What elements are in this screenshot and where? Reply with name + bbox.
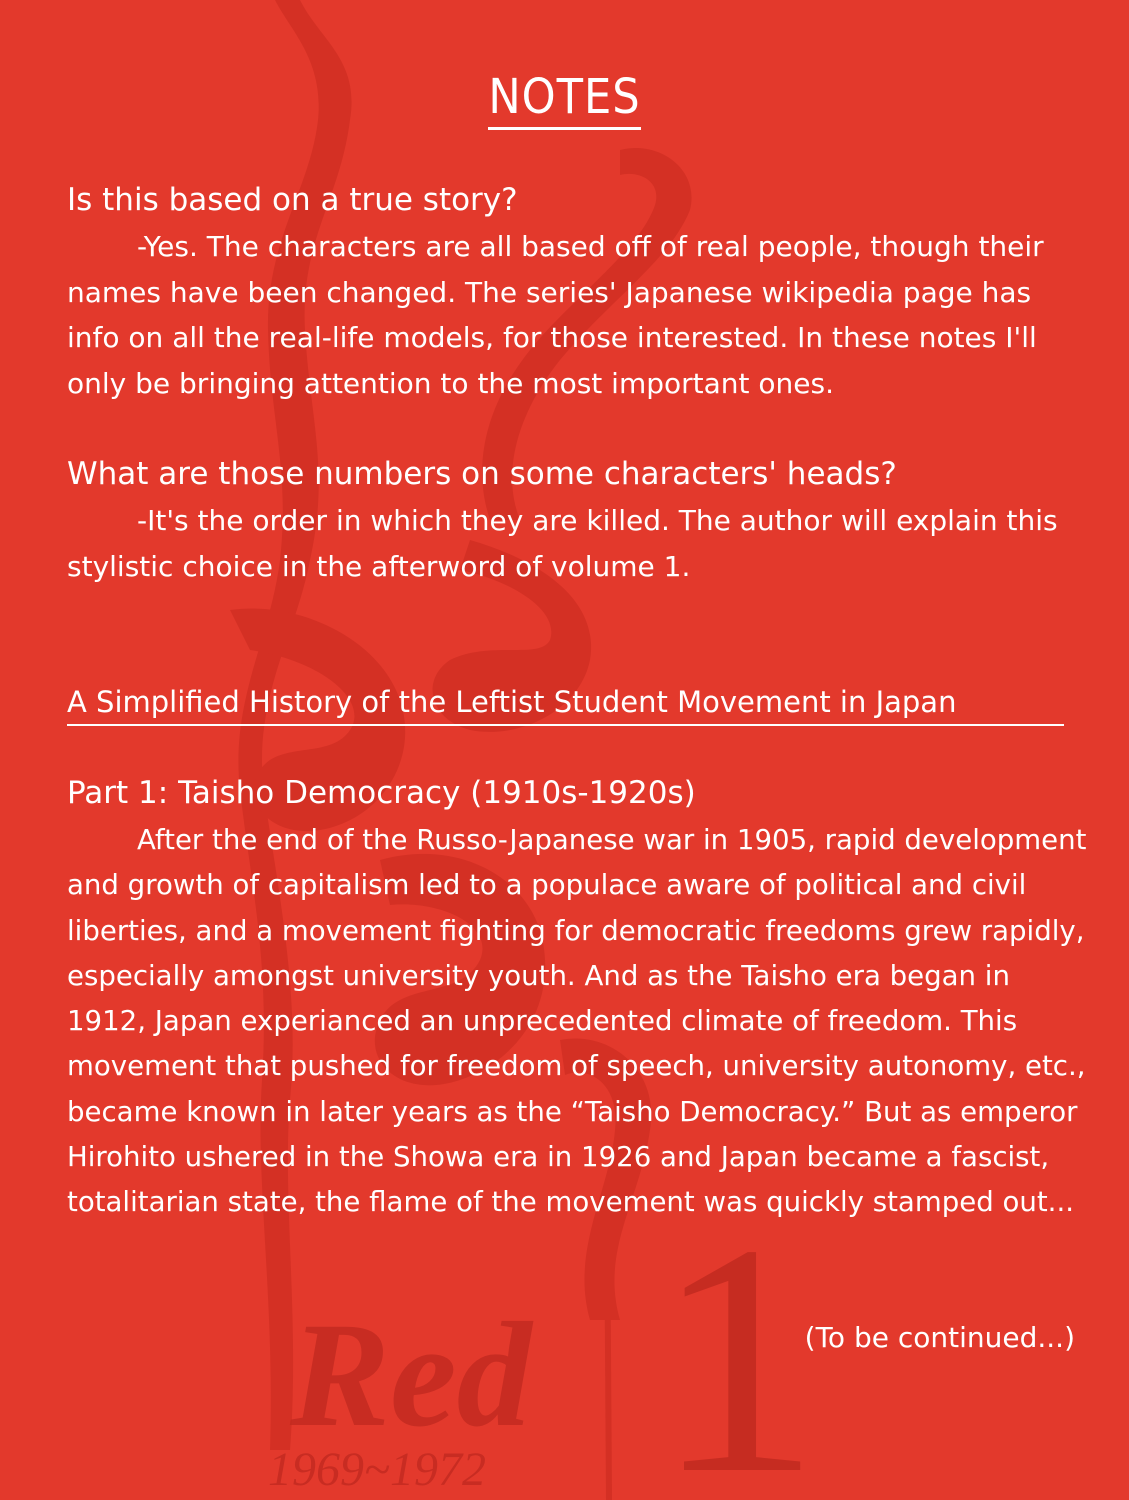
history-body: After the end of the Russo-Japanese war in 1905, rapid development and growth of capitalism led to a populace aware of political and civil liberties, and a movement fighting for democratic freedoms grew rapidly, especially amongst university youth. And as the Taisho era began in 1912, Japan experianced an unprecedented climate of freedom. This movement that pushed for freedom of speech, university autonomy, etc., became known in later years as the “Taisho Democracy.” But as emperor Hirohito ushered in the Showa era in 1926 and Japan became a fascist, totalitarian state, the flame of the movement was quickly stamped out...: [67, 823, 1087, 1219]
watermark-red: Red: [290, 1292, 532, 1458]
history-title: A Simplified History of the Leftist Student Movement in Japan: [67, 680, 1064, 726]
question-2: What are those numbers on some characters' heads?: [67, 456, 897, 492]
answer-2: -It's the order in which they are killed. The author will explain this stylistic choice in the afterword of volume 1.: [67, 504, 1058, 583]
answer-1: -Yes. The characters are all based off of real people, though their names have been changed. The series' Japanese wikipedia page has info on all the real-life models, for those interested. In these notes I'll only be bringing attention to the most important ones.: [67, 230, 1044, 400]
part-title: Part 1: Taisho Democracy (1910s-1920s): [67, 775, 696, 811]
page-title: NOTES: [0, 66, 1129, 128]
question-1: Is this based on a true story?: [67, 182, 518, 218]
watermark-years: 1969~1972: [268, 1443, 486, 1496]
to-be-continued: (To be continued...): [804, 1321, 1075, 1354]
watermark-number: 1: [655, 1177, 820, 1500]
